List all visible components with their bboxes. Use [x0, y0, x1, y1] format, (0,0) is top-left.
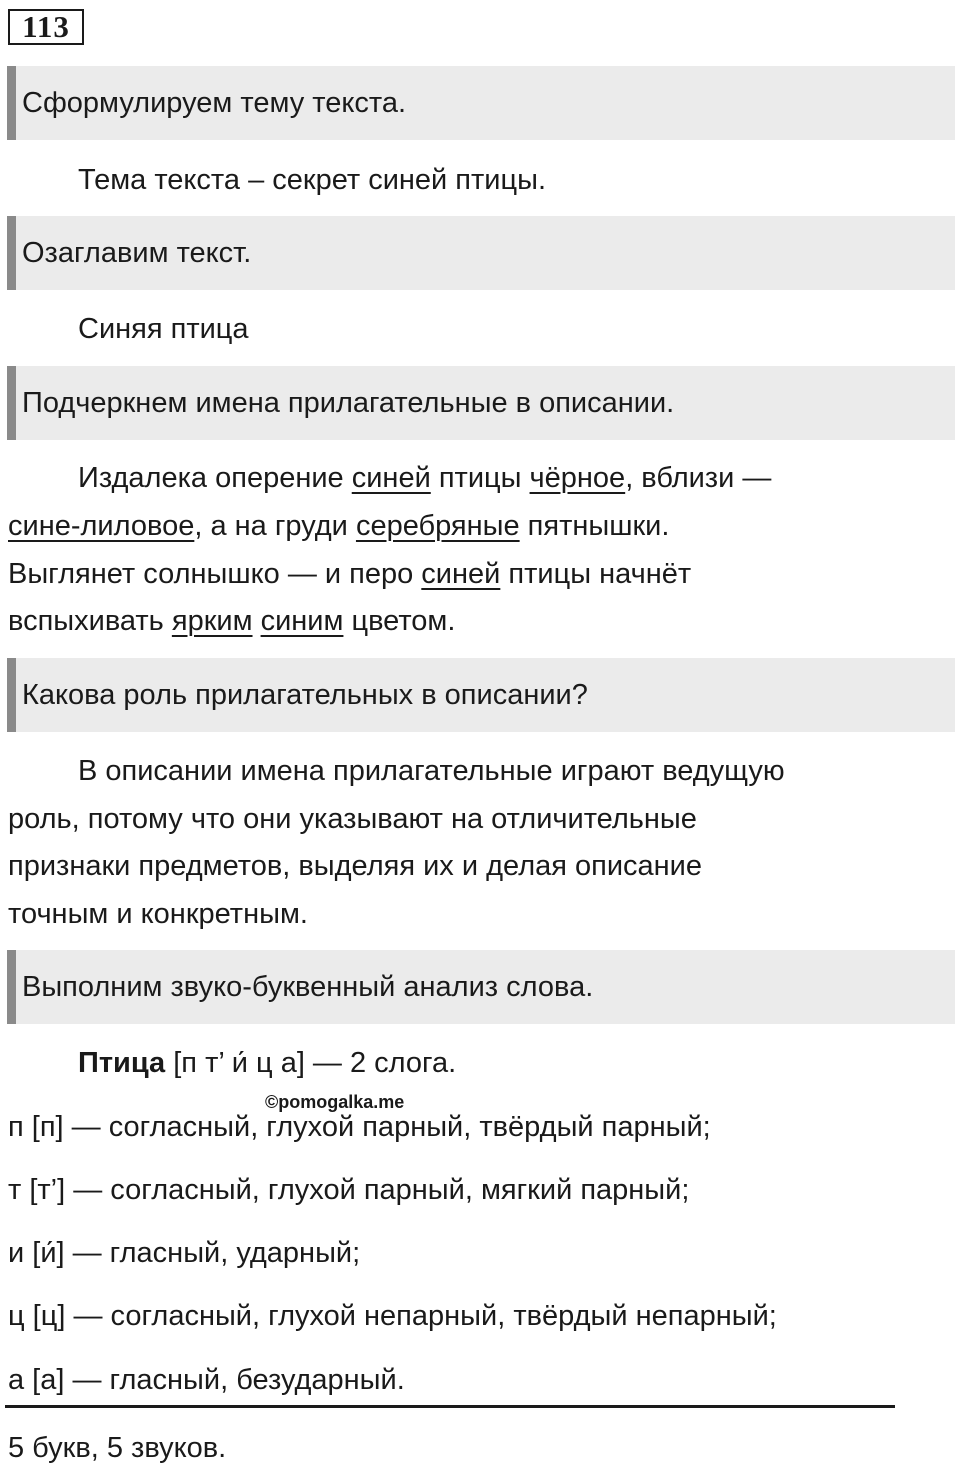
analysis-transcription: [п т’ и́ ц а] — 2 слога. [165, 1047, 457, 1079]
sound-line: т [т’] — согласный, глухой парный, мягкий парный; [8, 1174, 690, 1206]
divider [5, 1405, 895, 1408]
adjective: ярким [171, 605, 253, 637]
adjective: синим [260, 605, 344, 637]
question-underline: Подчеркнем имена прилагательные в описании. [7, 366, 955, 440]
task-number: 113 [8, 9, 84, 45]
passage-line-1: Издалека оперение синей птицы чёрное, вблизи — [78, 462, 772, 494]
answer-topic: Тема текста – секрет синей птицы. [78, 164, 547, 196]
answer-role-line: признаки предметов, выделяя их и делая описание [8, 850, 703, 882]
sound-line: ц [ц] — согласный, глухой непарный, твёрдый непарный; [8, 1300, 777, 1332]
answer-role-line: точным и конкретным. [8, 898, 308, 930]
adjective: чёрное [529, 462, 626, 494]
sound-line: и [и́] — гласный, ударный; [8, 1237, 361, 1269]
question-topic: Сформулируем тему текста. [7, 66, 955, 140]
adjective: сине-лиловое [8, 510, 195, 542]
passage-line-3: Выглянет солнышко — и перо синей птицы начнёт [8, 558, 692, 590]
analysis-word: Птица [78, 1047, 166, 1079]
question-title: Озаглавим текст. [7, 216, 955, 290]
answer-title: Синяя птица [78, 313, 249, 345]
adjective: серебряные [355, 510, 520, 542]
sound-line: а [а] — гласный, безударный. [8, 1364, 405, 1396]
watermark: ©pomogalka.me [265, 1092, 405, 1112]
analysis-heading [78, 1039, 456, 1087]
passage-line-2: сине-лиловое, а на груди серебряные пятнышки. [8, 510, 670, 542]
sound-line: п [п] — согласный, глухой парный, твёрдый парный; [8, 1111, 711, 1143]
question-role: Какова роль прилагательных в описании? [7, 658, 955, 732]
question-analysis: Выполним звуко-буквенный анализ слова. [7, 950, 955, 1024]
answer-role-line: В описании имена прилагательные играют ведущую [78, 755, 785, 787]
adjective: синей [351, 462, 431, 494]
passage-line-4: вспыхивать ярким синим цветом. [8, 605, 456, 637]
adjective: синей [421, 558, 501, 590]
answer-role-line: роль, потому что они указывают на отличительные [8, 803, 697, 835]
analysis-summary: 5 букв, 5 звуков. [8, 1432, 227, 1464]
